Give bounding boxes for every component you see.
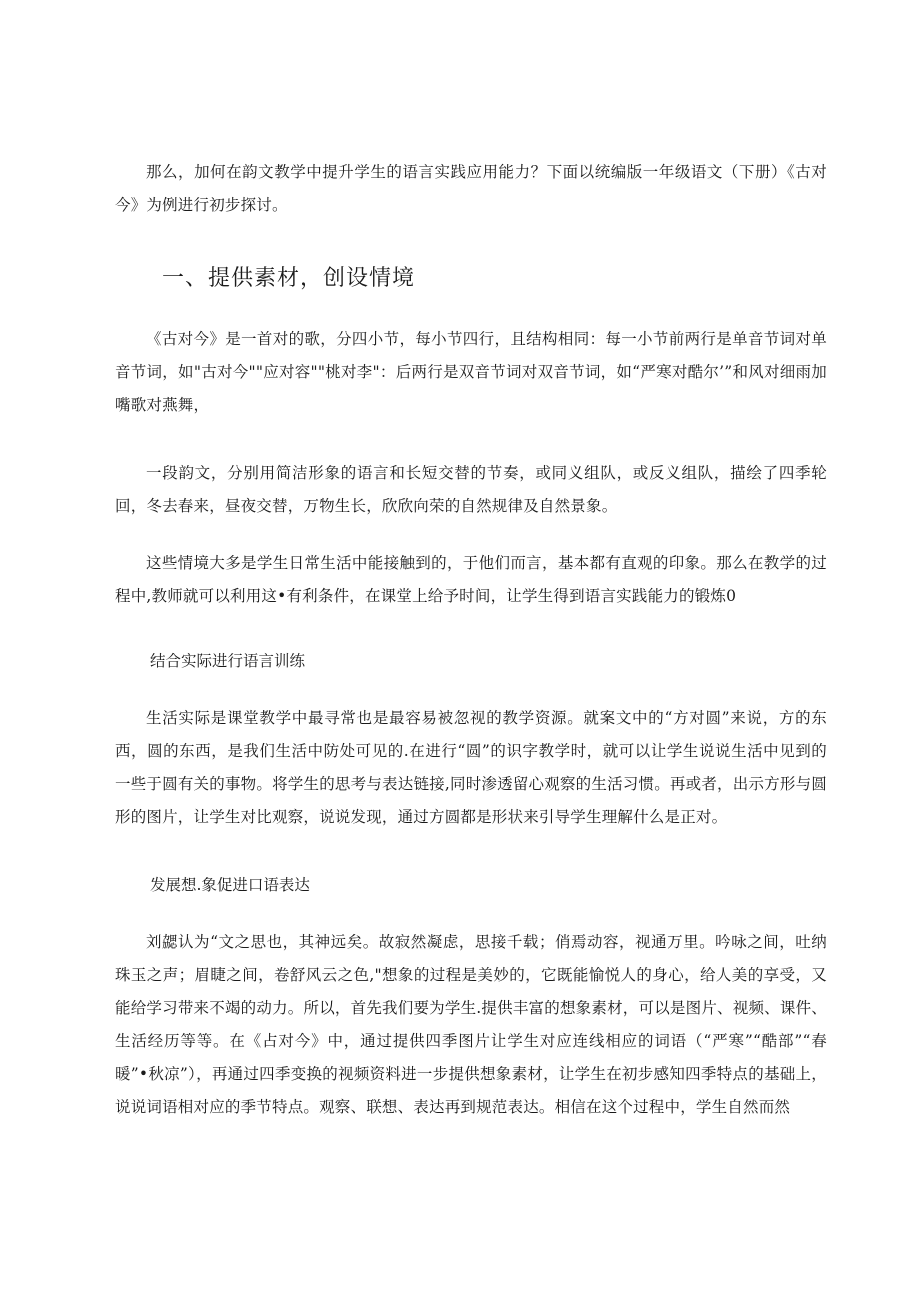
subheading-language-training: 结合实际进行语言训练 bbox=[150, 652, 306, 670]
section-heading: 一、提供素材，创设情境 bbox=[162, 266, 416, 291]
life-resource-paragraph: 生活实际是课堂教学中最寻常也是最容易被忽视的教学资源。就案文中的“方对圆”来说，方的东西，圆的东西，是我们生活中防处可见的.在进行“圆”的识字教学时，就可以让学生说说生活中见到的一些于圆有关的事物。将学生的思考与表达链接,同时渗透留心观察的生活习惯。再或者，出示方形与圆形的图片，让学生对比观察，说说发现，通过方圆都是形状来引导学生理解什么是正对。 bbox=[115, 709, 827, 826]
summary-paragraph: 一段韵文，分别用简洁形象的语言和长短交替的节奏，或同义组队，或反义组队，描绘了四季轮回，冬去春来，昼夜交替，万物生长，欣欣向荣的自然规律及自然景象。 bbox=[115, 464, 827, 515]
context-paragraph: 这些情境大多是学生日常生活中能接触到的，于他们而言，基本都有直观的印象。那么在教学的过程中,教师就可以利用这•有利条件，在课堂上给予时间，让学生得到语言实践能力的锻炼0 bbox=[115, 554, 827, 605]
intro-paragraph: 那么，加何在韵文教学中提升学生的语言实践应用能力？下面以统编版一年级语文（下册）《古对今》为例进行初步探讨。 bbox=[115, 163, 827, 214]
imagination-paragraph: 刘勰认为“文之思也，其神远矣。故寂然凝虑，思接千载；俏焉动容，视通万里。吟咏之间，吐纳珠玉之声；眉睫之间，卷舒风云之色,"想象的过程是美妙的，它既能愉悦人的身心，给人美的享受，又能给学习带来不竭的动力。所以，首先我们要为学生.提供丰富的想象素材，可以是图片、视频、课件、生活经历等等。在《占对今》中，通过提供四季图片让学生对应连线相应的词语（“严寒”“酷部”“春暖”•秋凉”），再通过四季变换的视频资料进一步提供想象素材，让学生在初步感知四季特点的基础上，说说词语相对应的季节特点。观察、联想、表达再到规范表达。相信在这个过程中，学生自然而然 bbox=[115, 933, 827, 1116]
subheading-imagination: 发展想.象促进口语表达 bbox=[150, 876, 310, 894]
structure-paragraph: 《古对今》是一首对的歌，分四小节，每小节四行，且结构相同：每一小节前两行是单音节词对单音节词，如"古对今""应对容""桃对李"：后两行是双音节词对双音节词，如“严寒对酷尔’”和风对细雨加嘴歌对燕舞， bbox=[115, 330, 827, 414]
